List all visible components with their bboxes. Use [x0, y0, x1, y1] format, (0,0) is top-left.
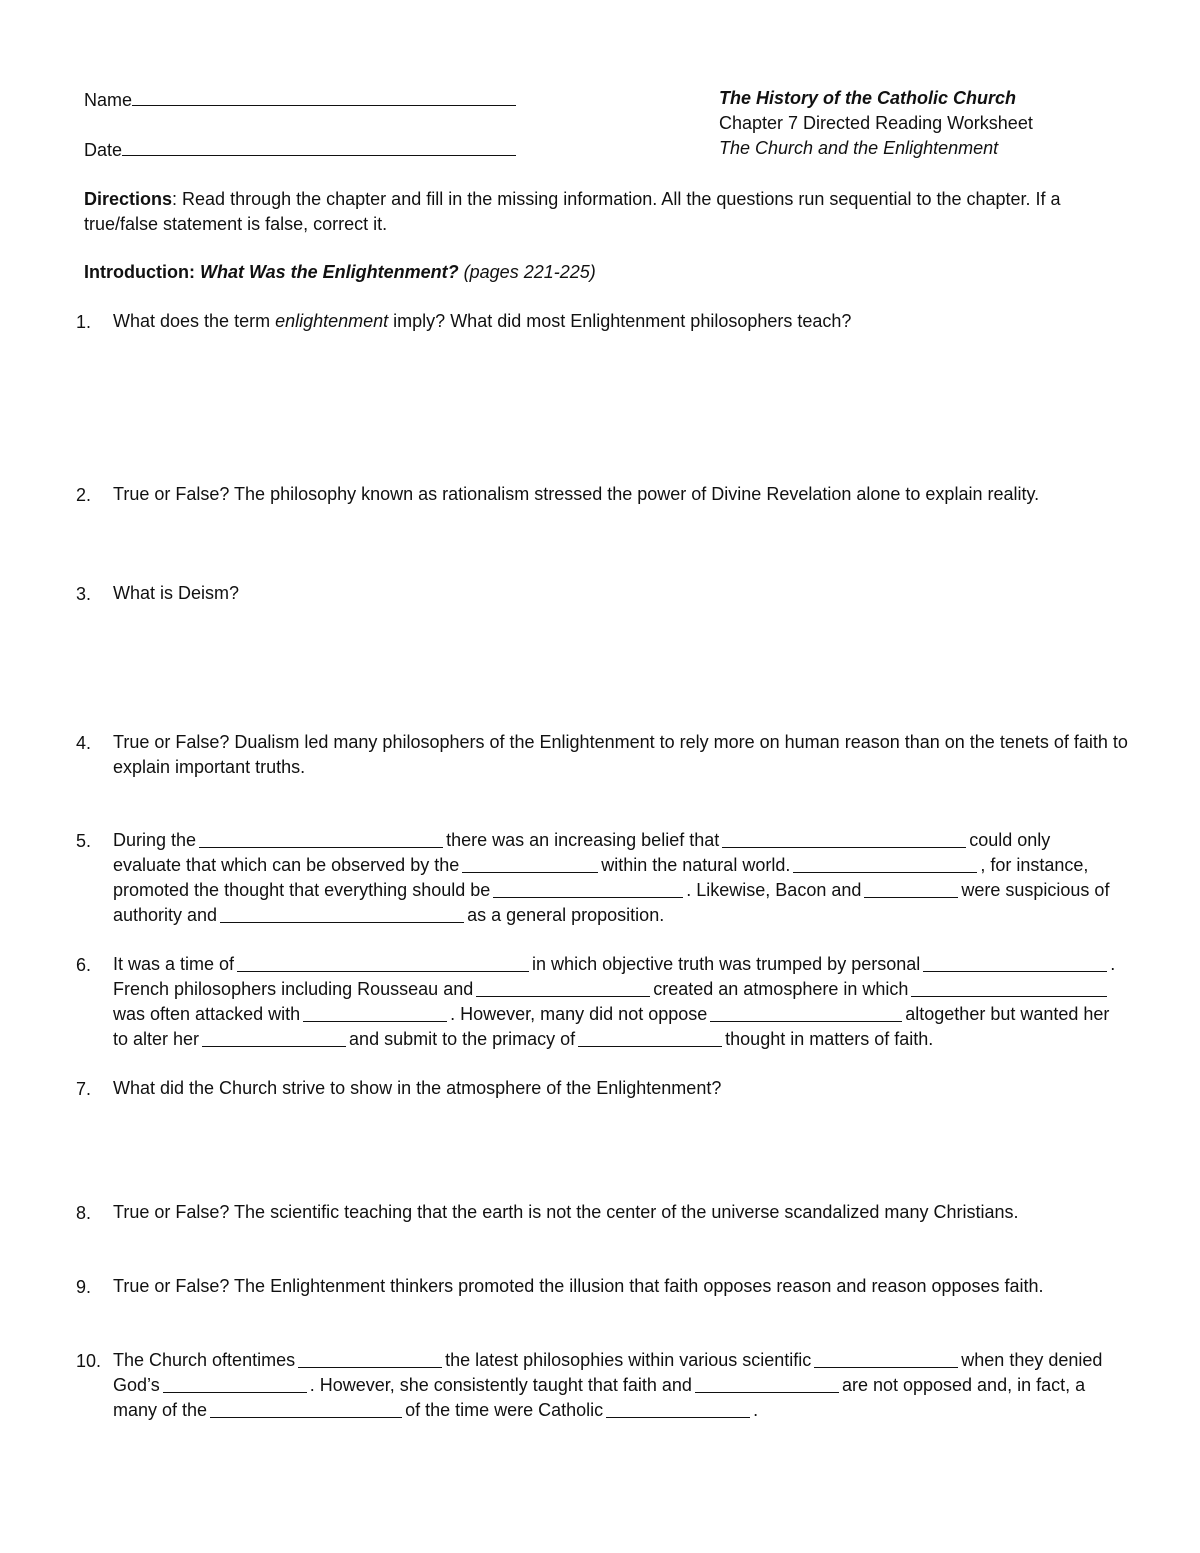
q6-number: 6. [76, 955, 92, 975]
q6-blank[interactable] [202, 1029, 346, 1047]
q3-number: 3. [76, 584, 92, 604]
q5-blank[interactable] [199, 830, 443, 848]
q5-blank[interactable] [493, 880, 683, 898]
directions-text: : Read through the chapter and fill in the missing information. All the questions run sequential to the chapter. If a true/false statement is false, correct it. [84, 189, 1061, 234]
q5-number: 5. [76, 831, 92, 851]
directions [84, 187, 1094, 237]
q10-blank[interactable] [210, 1400, 402, 1418]
q9-text: True or False? The Enlightenment thinkers promoted the illusion that faith opposes reason and reason opposes faith. [113, 1276, 1044, 1296]
q7-number: 7. [76, 1079, 92, 1099]
q3-text: What is Deism? [113, 583, 240, 603]
q1-text: What does the term enlightenment imply? What did most Enlightenment philosophers teach? [113, 311, 852, 331]
q10-text: The Church oftentimes the latest philosophies within various scientific when they denied God’s . However, she consistently taught that faith and are not opposed and, in fact, a many of the of the time were Catholic . [113, 1350, 1103, 1420]
q5-blank[interactable] [722, 830, 966, 848]
q5-blank[interactable] [220, 905, 464, 923]
q10-blank[interactable] [298, 1350, 442, 1368]
q10-blank[interactable] [695, 1375, 839, 1393]
name-field[interactable] [84, 88, 516, 111]
course-title: The History of the Catholic Church [719, 88, 1017, 108]
q7-text: What did the Church strive to show in the atmosphere of the Enlightenment? [113, 1078, 722, 1098]
section-pages: (pages 221-225) [458, 262, 596, 282]
worksheet-title: Chapter 7 Directed Reading Worksheet [719, 113, 1033, 133]
date-line[interactable] [122, 138, 516, 156]
q10-blank[interactable] [606, 1400, 750, 1418]
q5-text: During the there was an increasing belief that could only evaluate that which can be observed by the within the natural world. , for instance, promoted the thought that everything should be . Likewise, Bacon and were suspicious of authority and as a general proposition. [113, 830, 1110, 925]
q10-blank[interactable] [163, 1375, 307, 1393]
q10-number: 10. [76, 1351, 102, 1371]
name-label: Name [84, 90, 133, 110]
q6-blank[interactable] [237, 954, 529, 972]
q6-text: It was a time of in which objective truth was trumped by personal . French philosophers including Rousseau and created an atmosphere in which was often attacked with . However, many did not oppose altogether but wanted her to alter her and submit to the primacy of thought in matters of faith. [113, 954, 1116, 1049]
section-title: What Was the Enlightenment? [199, 262, 459, 282]
q4-text: True or False? Dualism led many philosophers of the Enlightenment to rely more on human reason than on the tenets of faith to explain important truths. [113, 732, 1128, 777]
q6-blank[interactable] [923, 954, 1107, 972]
q6-blank[interactable] [710, 1004, 902, 1022]
q6-blank[interactable] [303, 1004, 447, 1022]
q4-number: 4. [76, 733, 92, 753]
q8-text: True or False? The scientific teaching that the earth is not the center of the universe scandalized many Christians. [113, 1202, 1019, 1222]
q9-number: 9. [76, 1277, 92, 1297]
q1-number: 1. [76, 312, 92, 332]
name-line[interactable] [132, 88, 516, 106]
q10-blank[interactable] [814, 1350, 958, 1368]
q5-blank[interactable] [864, 880, 958, 898]
section-heading [84, 262, 596, 283]
q2-text: True or False? The philosophy known as rationalism stressed the power of Divine Revelation alone to explain reality. [113, 484, 1040, 504]
q6-blank[interactable] [911, 979, 1107, 997]
q2-number: 2. [76, 485, 92, 505]
chapter-title: The Church and the Enlightenment [719, 138, 999, 158]
q8-number: 8. [76, 1203, 92, 1223]
q5-blank[interactable] [462, 855, 598, 873]
section-label: Introduction: [84, 262, 200, 282]
q6-blank[interactable] [578, 1029, 722, 1047]
date-field[interactable] [84, 138, 516, 161]
date-label: Date [84, 140, 123, 160]
q5-blank[interactable] [793, 855, 977, 873]
q6-blank[interactable] [476, 979, 650, 997]
directions-label: Directions [84, 189, 173, 209]
